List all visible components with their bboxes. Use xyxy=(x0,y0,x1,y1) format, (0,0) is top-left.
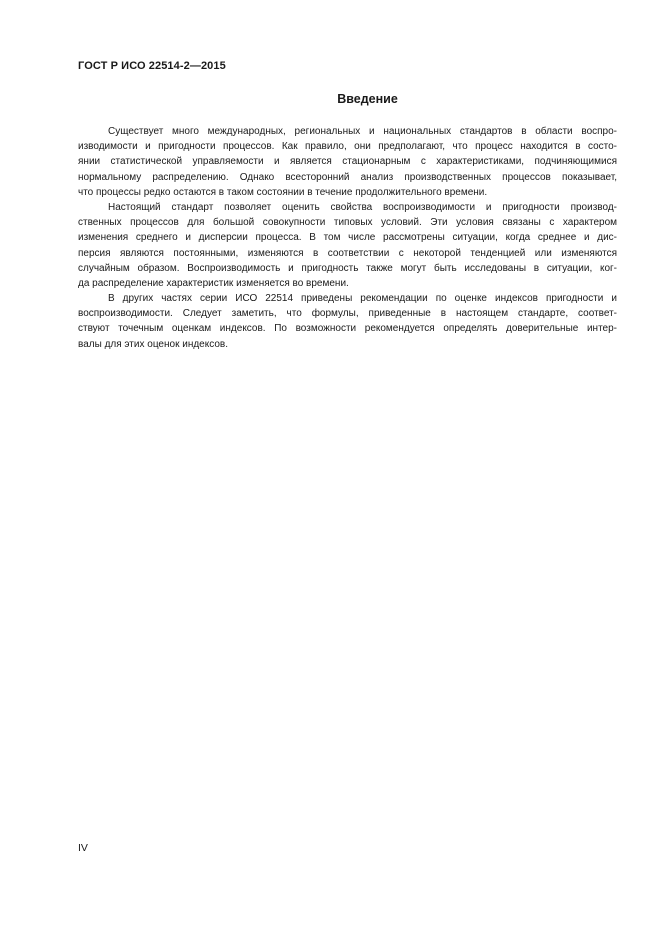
body-text xyxy=(78,124,617,352)
page-number: IV xyxy=(78,842,88,854)
text-line: Существует много международных, региональных и национальных стандартов в области воспро- xyxy=(108,126,617,137)
text-line: случайным образом. Воспроизводимость и пригодность также могут быть исследованы в ситуации, ког- xyxy=(78,262,617,274)
text-line: В других частях серии ИСО 22514 приведены рекомендации по оценке индексов пригодности и xyxy=(108,293,617,305)
text-line: нормальному распределению. Однако всесторонний анализ производственных процессов показывает, xyxy=(78,171,617,183)
text-line: да распределение характеристик изменяется во времени. xyxy=(78,277,349,289)
section-title: Введение xyxy=(337,92,398,106)
text-line: персия являются постоянными, изменяются в соответствии с некоторой тенденцией или изменяются xyxy=(78,247,617,259)
text-line: изменения среднего и дисперсии процесса. В том числе рассмотрены ситуации, когда среднее и дис- xyxy=(78,232,617,244)
text-line: воспроизводимости. Следует заметить, что формулы, приведенные в настоящем стандарте, соответ- xyxy=(78,308,617,320)
text-line: янии статистической управляемости и является стационарным с характеристиками, подчиняющимися xyxy=(78,156,617,168)
text-line: ственных процессов для большой совокупности типовых условий. Эти условия связаны с характером xyxy=(78,217,617,229)
text-line: изводимости и пригодности процессов. Как правило, они предполагают, что процесс находится в состо- xyxy=(78,141,617,153)
paragraph-3 xyxy=(78,291,617,352)
text-line: ствуют точечным оценкам индексов. По возможности рекомендуется определять доверительные интер- xyxy=(78,323,617,335)
paragraph-1 xyxy=(78,124,617,200)
text-line: Настоящий стандарт позволяет оценить свойства воспроизводимости и пригодности производ- xyxy=(108,201,617,213)
paragraph-2 xyxy=(78,200,617,291)
text-line: что процессы редко остаются в таком состоянии в течение продолжительного времени. xyxy=(78,186,488,198)
document-header: ГОСТ Р ИСО 22514-2—2015 xyxy=(78,60,226,72)
text-line: валы для этих оценок индексов. xyxy=(78,338,228,350)
